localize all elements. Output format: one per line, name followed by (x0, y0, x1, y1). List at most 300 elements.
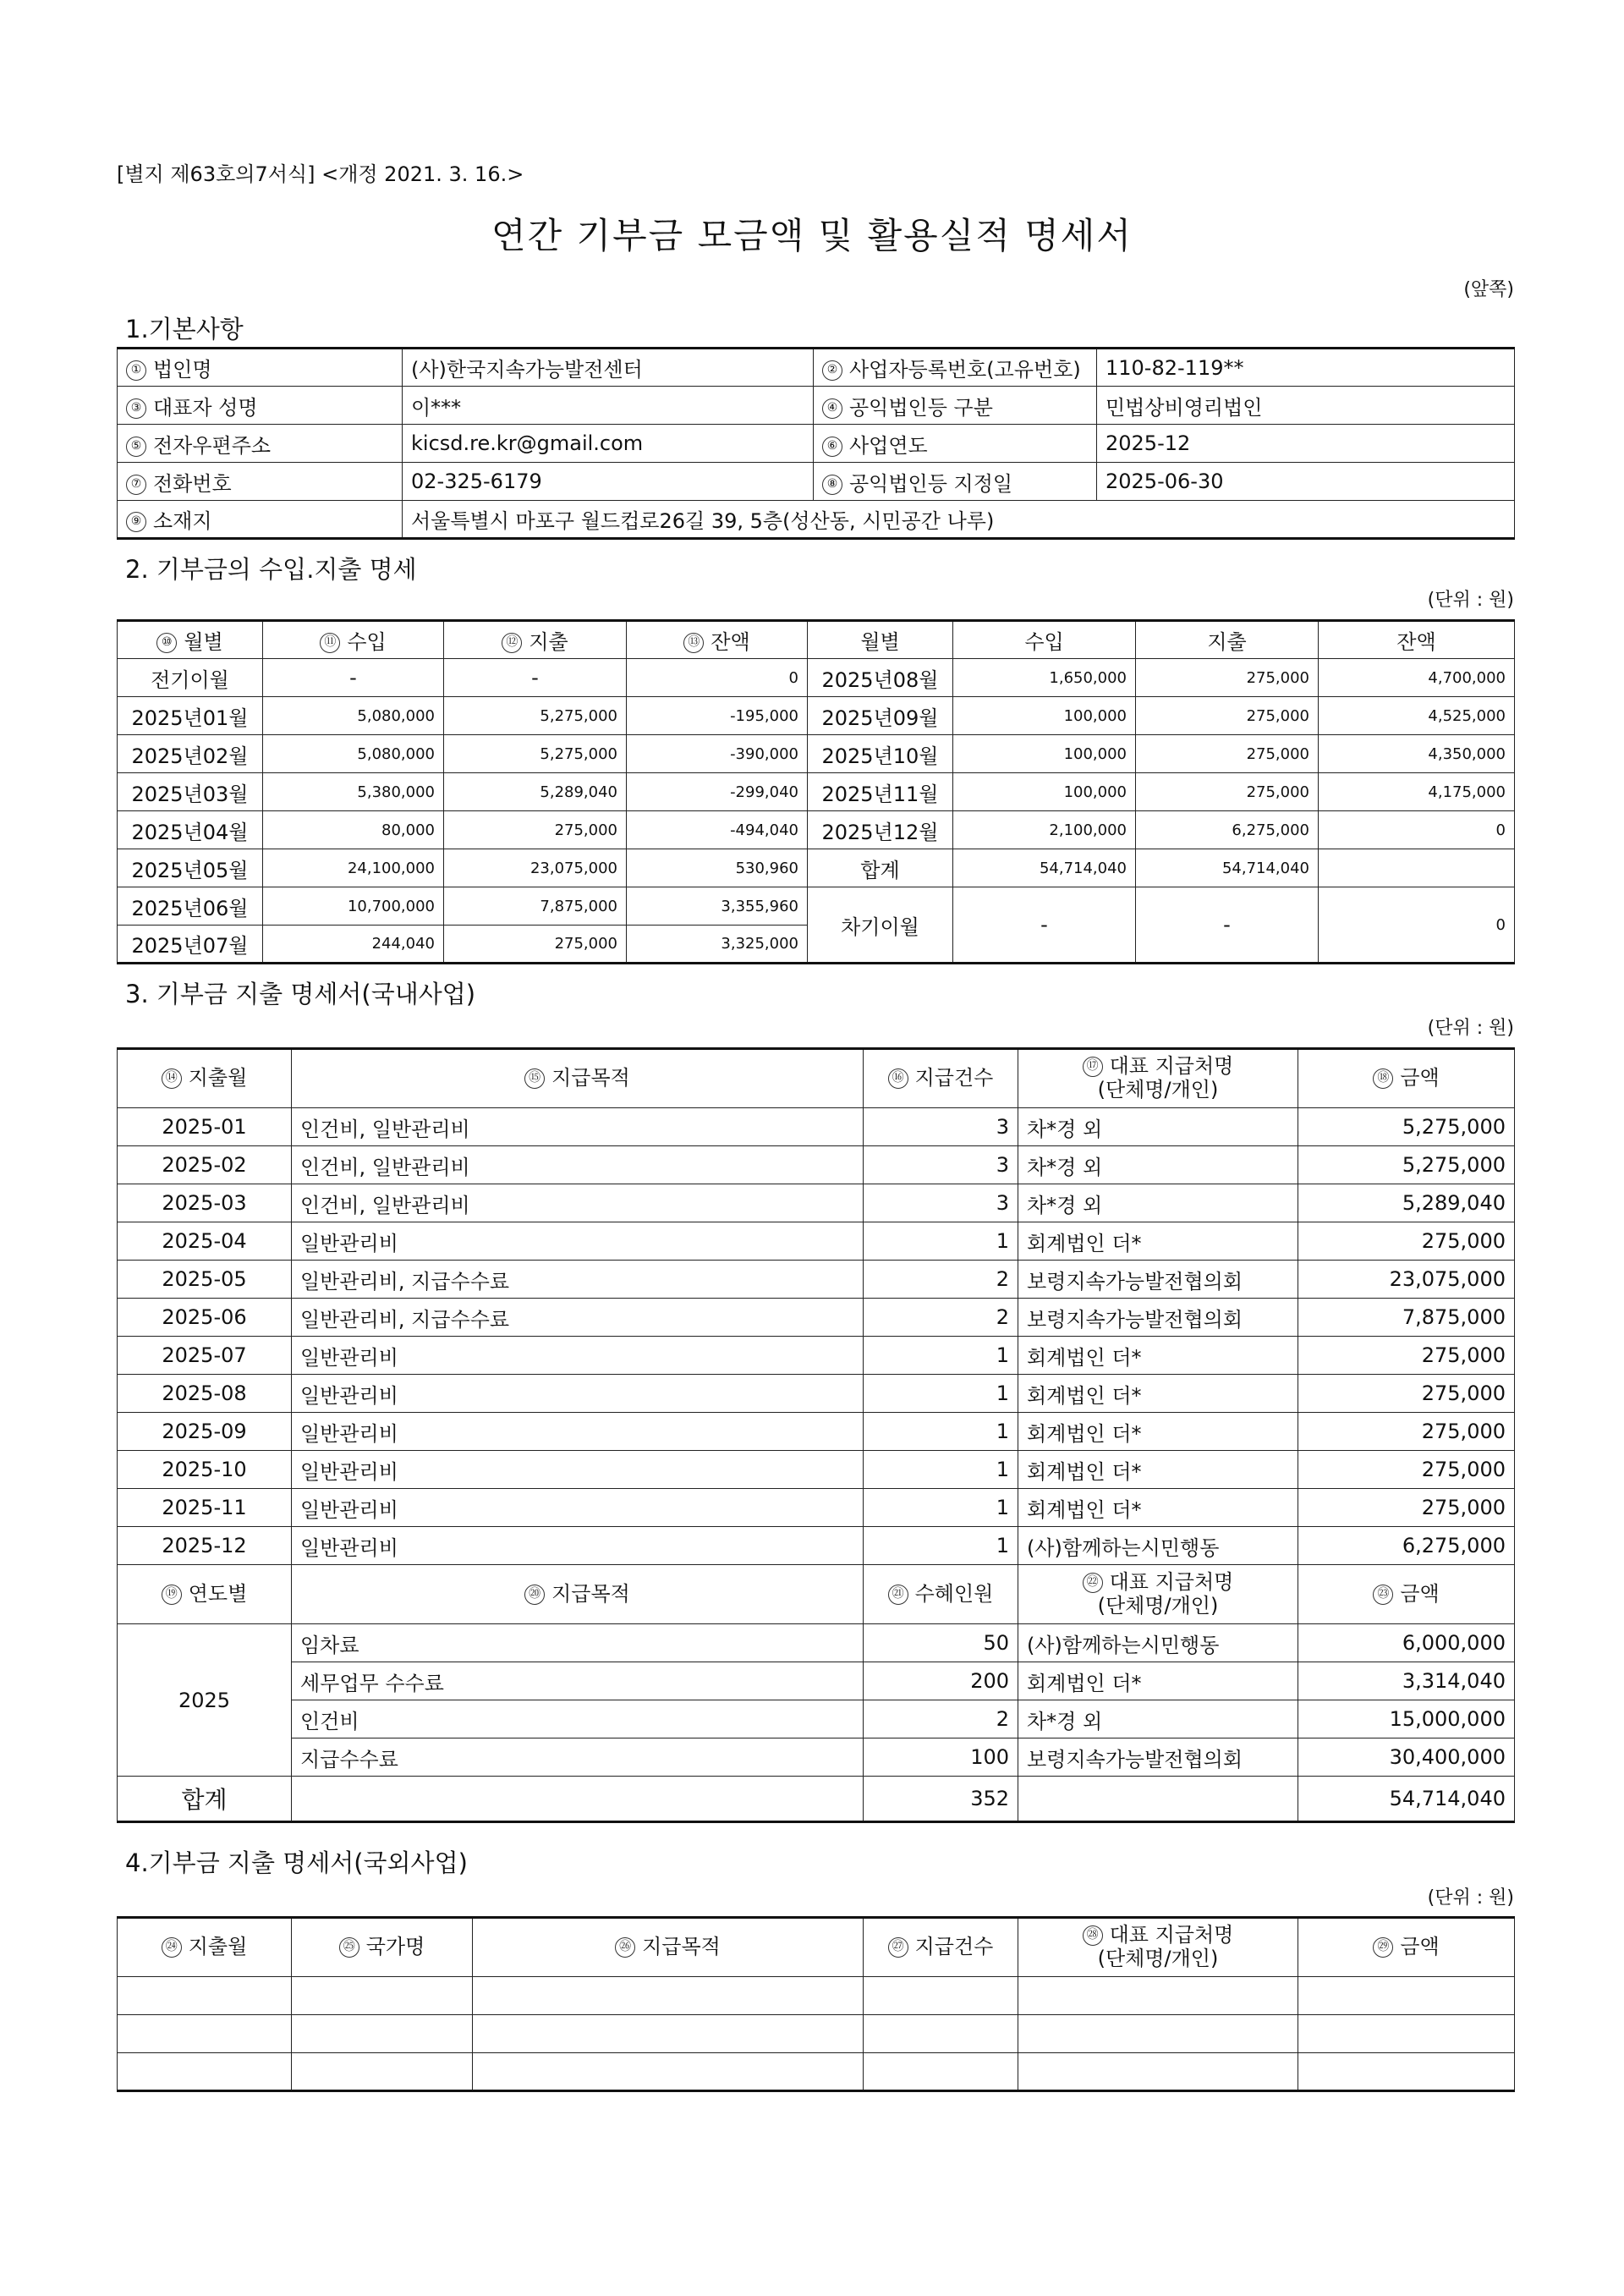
table-row (118, 387, 1515, 425)
expense-cell: 5,275,000 (444, 697, 627, 735)
circled-number: ④ (822, 398, 842, 419)
month-cell: 2025년10월 (808, 735, 953, 773)
amount-cell: 5,275,000 (1298, 1146, 1515, 1184)
month-cell: 합계 (808, 849, 953, 887)
purpose-cell: 일반관리비 (292, 1375, 864, 1413)
circled-number: ⑨ (126, 512, 146, 532)
income-cell: 5,080,000 (263, 697, 444, 735)
circled-number: ⑩ (156, 633, 177, 653)
month-cell: 2025-07 (118, 1337, 292, 1375)
header-label: 수입 (347, 630, 387, 654)
beneficiaries-cell: 2 (864, 1700, 1018, 1738)
table-row (118, 463, 1515, 501)
month-cell: 2025-06 (118, 1299, 292, 1337)
balance-cell: -494,040 (627, 811, 808, 849)
header-label: 대표 지급처명 (1109, 1923, 1234, 1947)
table-row (118, 1624, 1515, 1662)
month-cell: 2025년03월 (118, 773, 263, 811)
field-label-text: 전화번호 (153, 471, 232, 496)
circled-number: ① (126, 360, 146, 381)
field-value: kicsd.re.kr@gmail.com (403, 425, 814, 463)
purpose-cell: 일반관리비 (292, 1337, 864, 1375)
circled-number: ③ (126, 398, 146, 419)
income-cell: 24,100,000 (263, 849, 444, 887)
empty-cell (118, 1977, 292, 2015)
circled-number: ⑥ (822, 437, 842, 457)
table-row (118, 425, 1515, 463)
header-label: 지급건수 (914, 1935, 994, 1959)
table-row (118, 1977, 1515, 2015)
payee-cell: 회계법인 더* (1018, 1337, 1298, 1375)
amount-cell: 23,075,000 (1298, 1261, 1515, 1299)
form-reference: [별지 제63호의7서식] <개정 2021. 3. 16.> (117, 162, 524, 186)
table-row (118, 887, 1515, 926)
column-header (1298, 1565, 1515, 1624)
field-label-text: 소재지 (153, 509, 212, 533)
header-label: 지출 (1207, 630, 1247, 654)
carryover-expense: - (1136, 887, 1319, 964)
circled-number: ⑫ (502, 633, 522, 653)
header-label: 월별 (184, 630, 223, 654)
purpose-cell: 일반관리비 (292, 1489, 864, 1527)
purpose-cell: 세무업무 수수료 (292, 1662, 864, 1700)
month-cell: 2025-02 (118, 1146, 292, 1184)
header-label: 지급목적 (551, 1581, 630, 1606)
table-row (118, 1337, 1515, 1375)
table-row (118, 349, 1515, 387)
column-header (473, 1918, 864, 1977)
field-label-text: 공익법인등 구분 (849, 395, 993, 420)
section-2-title: 2. 기부금의 수입.지출 명세 (125, 555, 417, 584)
field-label-text: 사업연도 (849, 433, 928, 458)
field-value: 110-82-119** (1097, 349, 1515, 387)
payee-cell: (사)함께하는시민행동 (1018, 1624, 1298, 1662)
balance-cell (1319, 849, 1515, 887)
circled-number: ⑬ (683, 633, 704, 653)
table-row (118, 773, 1515, 811)
header-label: 대표 지급처명 (1109, 1569, 1234, 1594)
table-row (118, 1299, 1515, 1337)
column-header (1136, 621, 1319, 659)
field-value: 2025-12 (1097, 425, 1515, 463)
amount-cell: 275,000 (1298, 1222, 1515, 1261)
column-header (1018, 1049, 1298, 1108)
field-label-text: 전자우편주소 (153, 433, 272, 458)
amount-cell: 275,000 (1298, 1489, 1515, 1527)
page-title: 연간 기부금 모금액 및 활용실적 명세서 (491, 215, 1133, 256)
circled-number: ⑰ (1083, 1057, 1103, 1077)
purpose-cell: 인건비 (292, 1700, 864, 1738)
header-label: 수혜인원 (914, 1581, 994, 1606)
purpose-cell: 임차료 (292, 1624, 864, 1662)
income-cell: 5,080,000 (263, 735, 444, 773)
circled-number: ⑪ (320, 633, 340, 653)
expense-cell: 275,000 (444, 811, 627, 849)
total-beneficiaries: 352 (864, 1777, 1018, 1822)
expense-cell: - (444, 659, 627, 697)
month-cell: 2025년08월 (808, 659, 953, 697)
table-row (118, 621, 1515, 659)
overseas-expense-table (117, 1916, 1515, 2092)
payee-cell: (사)함께하는시민행동 (1018, 1527, 1298, 1565)
purpose-cell: 지급수수료 (292, 1738, 864, 1777)
income-cell: 100,000 (953, 735, 1136, 773)
month-cell: 2025년11월 (808, 773, 953, 811)
count-cell: 1 (864, 1527, 1018, 1565)
purpose-cell: 일반관리비, 지급수수료 (292, 1261, 864, 1299)
header-label: 금액 (1400, 1581, 1440, 1606)
column-header (292, 1918, 473, 1977)
income-cell: 2,100,000 (953, 811, 1136, 849)
field-label (118, 463, 403, 501)
count-cell: 2 (864, 1299, 1018, 1337)
count-cell: 3 (864, 1146, 1018, 1184)
table-row (118, 1184, 1515, 1222)
balance-cell: 4,525,000 (1319, 697, 1515, 735)
circled-number: ⑦ (126, 475, 146, 495)
month-cell: 2025-12 (118, 1527, 292, 1565)
table-row (118, 1413, 1515, 1451)
circled-number: ㉓ (1373, 1585, 1393, 1605)
column-header (1298, 1918, 1515, 1977)
field-label (118, 425, 403, 463)
count-cell: 2 (864, 1261, 1018, 1299)
circled-number: ⑯ (888, 1068, 908, 1089)
purpose-cell: 일반관리비 (292, 1413, 864, 1451)
empty-cell (292, 1977, 473, 2015)
circled-number: ⑤ (126, 437, 146, 457)
payee-cell: 보령지속가능발전협의회 (1018, 1738, 1298, 1777)
empty-cell (473, 2015, 864, 2053)
circled-number: ㉘ (1083, 1925, 1103, 1946)
table-row (118, 1565, 1515, 1624)
month-cell: 2025년06월 (118, 887, 263, 926)
column-header (808, 621, 953, 659)
expense-cell: 5,275,000 (444, 735, 627, 773)
section-3-title: 3. 기부금 지출 명세서(국내사업) (125, 980, 476, 1008)
table-row (118, 1451, 1515, 1489)
payee-cell: 차*경 외 (1018, 1108, 1298, 1146)
domestic-expense-table (117, 1047, 1515, 1823)
payee-cell: 회계법인 더* (1018, 1662, 1298, 1700)
month-cell: 2025년05월 (118, 849, 263, 887)
table-row (118, 659, 1515, 697)
column-header (292, 1049, 864, 1108)
count-cell: 1 (864, 1375, 1018, 1413)
month-cell: 2025년12월 (808, 811, 953, 849)
amount-cell: 6,275,000 (1298, 1527, 1515, 1565)
balance-cell: 4,175,000 (1319, 773, 1515, 811)
payee-cell: 보령지속가능발전협의회 (1018, 1299, 1298, 1337)
expense-cell: 6,275,000 (1136, 811, 1319, 849)
count-cell: 1 (864, 1489, 1018, 1527)
income-expense-table (117, 619, 1515, 964)
expense-cell: 275,000 (1136, 659, 1319, 697)
circled-number: ⑭ (162, 1068, 182, 1089)
circled-number: ⑲ (162, 1585, 182, 1605)
income-cell: 54,714,040 (953, 849, 1136, 887)
header-label: 금액 (1400, 1066, 1440, 1090)
table-row (118, 697, 1515, 735)
circled-number: ㉖ (615, 1937, 635, 1958)
field-label (118, 349, 403, 387)
income-cell: 100,000 (953, 773, 1136, 811)
empty-cell (1018, 2015, 1298, 2053)
empty-cell (292, 2015, 473, 2053)
expense-cell: 5,289,040 (444, 773, 627, 811)
amount-cell: 275,000 (1298, 1337, 1515, 1375)
table-row (118, 1222, 1515, 1261)
purpose-cell: 인건비, 일반관리비 (292, 1146, 864, 1184)
payee-cell: 회계법인 더* (1018, 1375, 1298, 1413)
empty-cell (1018, 1977, 1298, 2015)
basic-info-table (117, 347, 1515, 540)
beneficiaries-cell: 50 (864, 1624, 1018, 1662)
income-cell: 80,000 (263, 811, 444, 849)
empty-cell (864, 1977, 1018, 2015)
count-cell: 3 (864, 1184, 1018, 1222)
field-label-text: 대표자 성명 (153, 395, 258, 420)
field-label (814, 425, 1097, 463)
expense-cell: 275,000 (1136, 697, 1319, 735)
page-side-note: (앞쪽) (1463, 279, 1514, 300)
amount-cell: 275,000 (1298, 1375, 1515, 1413)
header-sublabel: (단체명/개인) (1097, 1947, 1219, 1970)
month-cell: 2025-01 (118, 1108, 292, 1146)
header-label: 지출월 (188, 1935, 248, 1959)
purpose-cell: 인건비, 일반관리비 (292, 1108, 864, 1146)
empty-cell (1298, 2015, 1515, 2053)
month-cell: 2025년02월 (118, 735, 263, 773)
field-value: 2025-06-30 (1097, 463, 1515, 501)
column-header (118, 1918, 292, 1977)
circled-number: ㉒ (1083, 1573, 1103, 1593)
amount-cell: 15,000,000 (1298, 1700, 1515, 1738)
amount-cell: 6,000,000 (1298, 1624, 1515, 1662)
month-cell: 2025-10 (118, 1451, 292, 1489)
empty-cell (864, 2015, 1018, 2053)
field-label-text: 사업자등록번호(고유번호) (849, 358, 1081, 382)
header-sublabel: (단체명/개인) (1097, 1078, 1219, 1101)
section-4-title: 4.기부금 지출 명세서(국외사업) (125, 1848, 468, 1877)
beneficiaries-cell: 100 (864, 1738, 1018, 1777)
purpose-cell: 인건비, 일반관리비 (292, 1184, 864, 1222)
column-header (118, 621, 263, 659)
purpose-cell: 일반관리비, 지급수수료 (292, 1299, 864, 1337)
section-3-unit: (단위 : 원) (1427, 1018, 1514, 1039)
table-row (118, 1700, 1515, 1738)
field-label-text: 법인명 (153, 358, 212, 382)
count-cell: 1 (864, 1451, 1018, 1489)
address-value: 서울특별시 마포구 월드컵로26길 39, 5층(성산동, 시민공간 나루) (403, 501, 1515, 539)
balance-cell: 3,325,000 (627, 926, 808, 964)
amount-cell: 7,875,000 (1298, 1299, 1515, 1337)
total-label: 합계 (118, 1777, 292, 1822)
column-header (627, 621, 808, 659)
amount-cell: 3,314,040 (1298, 1662, 1515, 1700)
column-header (864, 1049, 1018, 1108)
income-cell: 10,700,000 (263, 887, 444, 926)
balance-cell: -195,000 (627, 697, 808, 735)
table-row (118, 1049, 1515, 1108)
header-label: 지출 (529, 630, 568, 654)
month-cell: 2025-04 (118, 1222, 292, 1261)
empty-cell (292, 2053, 473, 2091)
count-cell: 3 (864, 1108, 1018, 1146)
circled-number: ㉙ (1373, 1937, 1393, 1958)
balance-cell: 4,700,000 (1319, 659, 1515, 697)
table-row (118, 2015, 1515, 2053)
table-row (118, 1527, 1515, 1565)
header-label: 지급목적 (642, 1935, 721, 1959)
header-label: 연도별 (188, 1581, 248, 1606)
section-2-unit: (단위 : 원) (1427, 590, 1514, 611)
header-label: 잔액 (710, 630, 750, 654)
circled-number: ⑳ (524, 1585, 545, 1605)
field-value: 02-325-6179 (403, 463, 814, 501)
empty-cell (1298, 1977, 1515, 2015)
column-header (444, 621, 627, 659)
expense-cell: 275,000 (1136, 773, 1319, 811)
empty-cell (864, 2053, 1018, 2091)
column-header (953, 621, 1136, 659)
header-label: 월별 (860, 630, 900, 654)
field-label (118, 501, 403, 539)
balance-cell: -299,040 (627, 773, 808, 811)
header-label: 지급건수 (914, 1066, 994, 1090)
column-header (864, 1918, 1018, 1977)
section-1-title: 1.기본사항 (125, 315, 244, 343)
column-header (1018, 1565, 1298, 1624)
table-row (118, 735, 1515, 773)
payee-cell: 회계법인 더* (1018, 1222, 1298, 1261)
header-label: 수입 (1024, 630, 1064, 654)
empty-cell (473, 2053, 864, 2091)
payee-cell: 회계법인 더* (1018, 1451, 1298, 1489)
month-cell: 2025년04월 (118, 811, 263, 849)
table-row (118, 2053, 1515, 2091)
field-value: (사)한국지속가능발전센터 (403, 349, 814, 387)
payee-cell: 보령지속가능발전협의회 (1018, 1261, 1298, 1299)
income-cell: - (263, 659, 444, 697)
balance-cell: 4,350,000 (1319, 735, 1515, 773)
circled-number: ② (822, 360, 842, 381)
amount-cell: 275,000 (1298, 1413, 1515, 1451)
header-label: 지급목적 (551, 1066, 630, 1090)
table-row (118, 1108, 1515, 1146)
payee-cell: 차*경 외 (1018, 1146, 1298, 1184)
total-purpose-empty (292, 1777, 864, 1822)
circled-number: ⑧ (822, 475, 842, 495)
month-cell: 2025-08 (118, 1375, 292, 1413)
field-value: 이*** (403, 387, 814, 425)
payee-cell: 차*경 외 (1018, 1184, 1298, 1222)
table-row (118, 849, 1515, 887)
column-header (864, 1565, 1018, 1624)
carryover-income: - (953, 887, 1136, 964)
table-row (118, 1918, 1515, 1977)
month-cell: 2025-09 (118, 1413, 292, 1451)
purpose-cell: 일반관리비 (292, 1451, 864, 1489)
circled-number: ㉗ (888, 1937, 908, 1958)
payee-cell: 차*경 외 (1018, 1700, 1298, 1738)
header-label: 대표 지급처명 (1109, 1054, 1234, 1079)
empty-cell (1018, 2053, 1298, 2091)
amount-cell: 30,400,000 (1298, 1738, 1515, 1777)
month-cell: 2025년01월 (118, 697, 263, 735)
field-label-text: 공익법인등 지정일 (849, 471, 1013, 496)
table-row (118, 1146, 1515, 1184)
column-header (1319, 621, 1515, 659)
expense-cell: 275,000 (1136, 735, 1319, 773)
circled-number: ㉕ (339, 1937, 359, 1958)
circled-number: ㉔ (162, 1937, 182, 1958)
month-cell: 2025-11 (118, 1489, 292, 1527)
table-row (118, 1489, 1515, 1527)
circled-number: ⑮ (524, 1068, 545, 1089)
header-label: 국가명 (365, 1935, 425, 1959)
payee-cell: 회계법인 더* (1018, 1413, 1298, 1451)
carryover-balance: 0 (1319, 887, 1515, 964)
purpose-cell: 일반관리비 (292, 1222, 864, 1261)
field-value: 민법상비영리법인 (1097, 387, 1515, 425)
purpose-cell: 일반관리비 (292, 1527, 864, 1565)
income-cell: 100,000 (953, 697, 1136, 735)
header-label: 금액 (1400, 1935, 1440, 1959)
circled-number: ㉑ (888, 1585, 908, 1605)
column-header (118, 1565, 292, 1624)
payee-cell: 회계법인 더* (1018, 1489, 1298, 1527)
carryover-label: 차기이월 (808, 887, 953, 964)
balance-cell: 3,355,960 (627, 887, 808, 926)
circled-number: ⑱ (1373, 1068, 1393, 1089)
income-cell: 5,380,000 (263, 773, 444, 811)
count-cell: 1 (864, 1222, 1018, 1261)
amount-cell: 5,289,040 (1298, 1184, 1515, 1222)
header-label: 잔액 (1396, 630, 1436, 654)
expense-cell: 54,714,040 (1136, 849, 1319, 887)
empty-cell (118, 2015, 292, 2053)
column-header (292, 1565, 864, 1624)
balance-cell: 0 (627, 659, 808, 697)
field-label (814, 387, 1097, 425)
count-cell: 1 (864, 1413, 1018, 1451)
year-cell: 2025 (118, 1624, 292, 1777)
month-cell: 2025년07월 (118, 926, 263, 964)
table-row (118, 1662, 1515, 1700)
balance-cell: -390,000 (627, 735, 808, 773)
balance-cell: 530,960 (627, 849, 808, 887)
income-cell: 1,650,000 (953, 659, 1136, 697)
table-row (118, 1375, 1515, 1413)
amount-cell: 275,000 (1298, 1451, 1515, 1489)
month-cell: 전기이월 (118, 659, 263, 697)
beneficiaries-cell: 200 (864, 1662, 1018, 1700)
total-payee-empty (1018, 1777, 1298, 1822)
column-header (263, 621, 444, 659)
field-label (814, 349, 1097, 387)
column-header (118, 1049, 292, 1108)
month-cell: 2025-03 (118, 1184, 292, 1222)
field-label (118, 387, 403, 425)
header-sublabel: (단체명/개인) (1097, 1593, 1219, 1618)
balance-cell: 0 (1319, 811, 1515, 849)
expense-cell: 7,875,000 (444, 887, 627, 926)
table-row (118, 811, 1515, 849)
column-header (1298, 1049, 1515, 1108)
header-label: 지출월 (188, 1066, 248, 1090)
count-cell: 1 (864, 1337, 1018, 1375)
